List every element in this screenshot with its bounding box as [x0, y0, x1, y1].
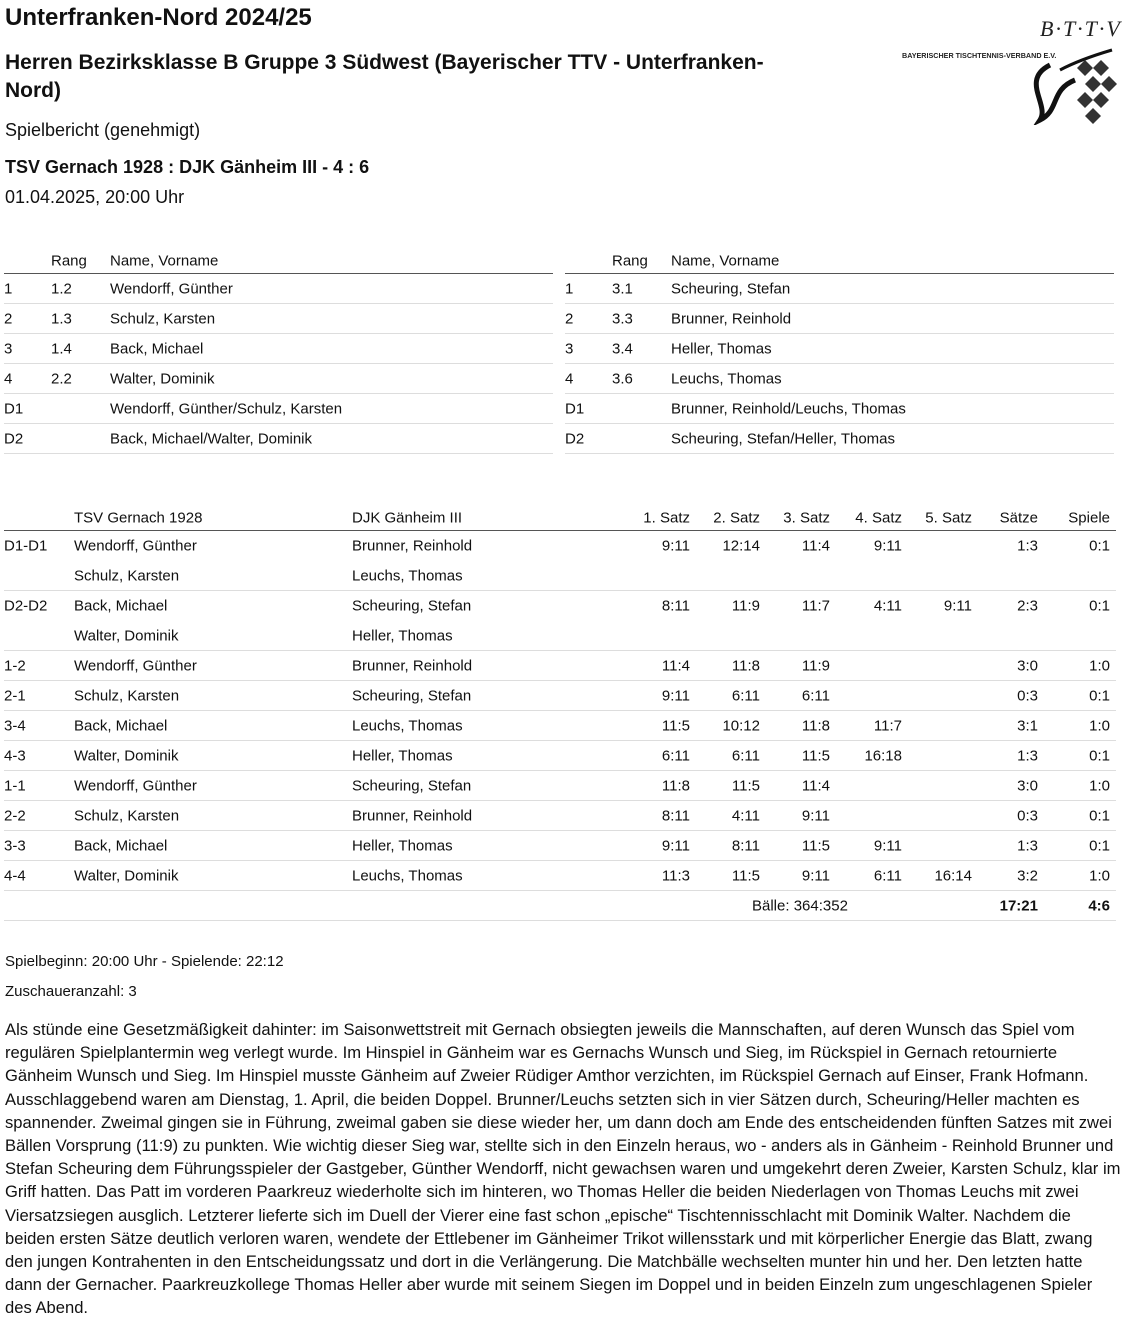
table-row	[4, 681, 1116, 711]
table-row	[4, 651, 1116, 681]
lineup-no: D2	[4, 430, 24, 447]
col-name: Name, Vorname	[110, 252, 219, 269]
set-1-score: 11:4	[661, 657, 690, 674]
spectator-count: Zuschaueranzahl: 3	[5, 983, 137, 1000]
games-result: 0:1	[1089, 837, 1110, 854]
lineup-row	[565, 274, 1114, 304]
match-pairing: 3-4	[4, 717, 26, 734]
set-2-score: 11:5	[731, 777, 760, 794]
col-saetze: Sätze	[999, 509, 1038, 526]
balls-total: Bälle: 364:352	[752, 897, 848, 914]
set-4-score: 11:7	[873, 717, 902, 734]
lineup-no: 1	[4, 280, 13, 297]
guest-player: Brunner, Reinhold	[352, 657, 473, 674]
lineup-row	[4, 334, 553, 364]
lineup-rank: 3.1	[612, 280, 633, 297]
report-status: Spielbericht (genehmigt)	[5, 120, 201, 140]
set-1-score: 11:5	[661, 717, 690, 734]
set-3-score: 11:9	[801, 657, 830, 674]
set-3-score: 9:11	[801, 867, 830, 884]
table-row	[4, 861, 1116, 891]
lineup-player: Leuchs, Thomas	[671, 370, 782, 387]
lineup-no: 2	[4, 310, 13, 327]
set-3-score: 6:11	[801, 687, 830, 704]
match-pairing: 1-1	[4, 777, 26, 794]
lineup-row	[4, 394, 553, 424]
lineup-row	[4, 274, 553, 304]
match-pairing: 1-2	[4, 657, 26, 674]
set-2-score: 12:14	[722, 537, 760, 555]
games-result: 0:1	[1089, 687, 1110, 704]
bttv-logo	[900, 10, 1122, 125]
league-title: Herren Bezirksklasse B Gruppe 3 Südwest (Bayerischer TTV - Unterfranken-Nord)	[5, 51, 764, 102]
lineup-player: Brunner, Reinhold	[671, 310, 792, 327]
lineup-player: Wendorff, Günther/Schulz, Karsten	[110, 400, 343, 417]
guest-player: Leuchs, Thomas	[352, 717, 463, 734]
table-row	[4, 711, 1116, 741]
set-1-score: 11:3	[661, 867, 690, 884]
set-3-score: 11:7	[801, 597, 830, 615]
table-row-partner	[4, 621, 1116, 651]
logo-letters: B·T·T·V	[1040, 16, 1122, 41]
set-2-score: 8:11	[731, 837, 760, 854]
set-4-score: 16:18	[864, 747, 902, 764]
match-pairing: 2-2	[4, 807, 26, 824]
col-set-3: 3. Satz	[783, 509, 830, 526]
home-lineup-header	[4, 248, 553, 274]
col-rank: Rang	[612, 252, 648, 269]
home-player: Schulz, Karsten	[74, 687, 180, 704]
totals-row	[4, 891, 1116, 921]
set-3-score: 9:11	[801, 807, 830, 824]
results-header	[4, 505, 1116, 531]
lineup-rank: 3.3	[612, 310, 633, 327]
games-result: 1:0	[1089, 867, 1110, 884]
col-name: Name, Vorname	[671, 252, 780, 269]
guest-player: Heller, Thomas	[352, 837, 453, 854]
home-player: Back, Michael	[74, 837, 168, 854]
match-pairing: 2-1	[4, 687, 26, 704]
games-result: 0:1	[1089, 597, 1110, 615]
lineup-no: 3	[4, 340, 13, 357]
set-2-score: 6:11	[731, 687, 760, 704]
guest-lineup-header	[565, 248, 1114, 274]
lineup-player: Schulz, Karsten	[110, 310, 216, 327]
home-player: Back, Michael	[74, 717, 168, 734]
col-rank: Rang	[51, 252, 87, 269]
table-row	[4, 591, 1116, 621]
lineup-rank: 1.2	[51, 280, 72, 297]
set-4-score: 6:11	[873, 867, 902, 884]
set-2-score: 10:12	[722, 717, 760, 734]
set-1-score: 9:11	[661, 837, 690, 854]
col-set-5: 5. Satz	[925, 509, 972, 526]
games-result: 0:1	[1089, 807, 1110, 824]
col-set-2: 2. Satz	[713, 509, 760, 526]
games-result: 0:1	[1089, 747, 1110, 764]
table-row	[4, 741, 1116, 771]
set-2-score: 11:9	[731, 597, 760, 615]
set-1-score: 6:11	[661, 747, 690, 764]
lineup-player: Brunner, Reinhold/Leuchs, Thomas	[671, 400, 906, 417]
lineup-no: D2	[565, 430, 585, 447]
match-pairing: D2-D2	[4, 597, 48, 615]
table-row	[4, 531, 1116, 561]
match-datetime: 01.04.2025, 20:00 Uhr	[5, 187, 185, 207]
match-pairing: D1-D1	[4, 537, 48, 555]
lineup-player: Walter, Dominik	[110, 370, 215, 387]
lineup-row	[4, 304, 553, 334]
games-result: 1:0	[1089, 717, 1110, 734]
set-3-score: 11:5	[801, 747, 830, 764]
lineup-row	[565, 394, 1114, 424]
col-spiele: Spiele	[1068, 509, 1110, 526]
home-player: Wendorff, Günther	[74, 657, 197, 674]
match-report-text: Als stünde eine Gesetzmäßigkeit dahinter: im Saisonwettstreit mit Gernach obsiegten jeweils die Mannschaften, auf deren Wunsch das Spiel vom regulären Spielplantermin weg verlegt wurde. Im Hinspiel in Gänheim war es Gernachs Wunsch und Sieg, im Rückspiel in Gernach retournierte Gänheim Wunsch und Sieg. Im Hinspiel musste Gänheim auf Zweier Rüdiger Amthor verzichten, im Rückspiel Gernach auf Einser, Frank Hofmann. Ausschlaggebend waren am Dienstag, 1. April, die beiden Doppel. Brunner/Leuchs setzten sich in vier Sätzen durch, Scheuring/Heller machten es spannender. Zweimal gingen sie in Führung, zweimal gaben sie diese wieder her, um dann doch am Ende des entscheidenden fünften Satzes mit zwei Bällen Vorsprung (11:9) zu punkten. Wie wichtig dieser Sieg war, stellte sich in den Einzeln heraus, wo - anders als in Gänheim - Reinhold Brunner und Stefan Scheuring dem Führungsspieler der Gastgeber, Günther Wendorff, nicht gewachsen waren und umgekehrt deren Zweier, Karsten Schulz, klar im Griff hatten. Das Patt im vorderen Paarkreuz wiederholte sich im hinteren, wo Thomas Heller die beiden Niederlagen von Thomas Leuchs mit zwei Viersatzsiegen ausglich. Letzterer lieferte sich im Duell der Vierer eine fast schon „epische“ Tischtennisschlacht mit Dominik Walter. Nachdem die beiden ersten Sätze deutlich verloren waren, wendete der Ettlebener im Gänheimer Trikot willensstark und mit körperlicher Energie das Blatt, zwang den jungen Kontrahenten in den Entscheidungssatz und dort in die Verlängerung. Die Matchbälle wechselten munter hin und her. Den letzten hatte dann der Gernacher. Paarkreuzkollege Thomas Heller aber wurde mit seinem Siegen im Doppel und in beiden Einzeln zum ungeschlagenen Spieler des Abend.	[5, 1020, 1121, 1318]
col-set-1: 1. Satz	[643, 509, 690, 526]
lineup-row	[565, 364, 1114, 394]
sets-total: 17:21	[999, 897, 1038, 914]
lineup-row	[565, 304, 1114, 334]
set-2-score: 11:5	[731, 867, 760, 884]
set-4-score: 9:11	[873, 837, 902, 854]
lineup-no: 2	[565, 310, 574, 327]
home-player: Schulz, Karsten	[74, 807, 180, 824]
lineup-rank: 3.6	[612, 370, 633, 387]
table-row	[4, 771, 1116, 801]
home-player: Wendorff, Günther	[74, 537, 197, 555]
set-4-score: 4:11	[873, 597, 902, 615]
guest-player: Leuchs, Thomas	[352, 867, 463, 884]
match-pairing: 4-4	[4, 867, 26, 884]
set-3-score: 11:4	[801, 537, 830, 555]
sets-result: 3:1	[1017, 717, 1038, 734]
col-home-team: TSV Gernach 1928	[74, 509, 203, 526]
home-partner: Schulz, Karsten	[74, 567, 180, 584]
sets-result: 3:0	[1017, 657, 1038, 674]
set-2-score: 4:11	[731, 807, 760, 824]
set-1-score: 8:11	[661, 597, 690, 615]
table-row	[4, 831, 1116, 861]
set-2-score: 11:8	[731, 657, 760, 674]
set-3-score: 11:8	[801, 717, 830, 734]
guest-player: Brunner, Reinhold	[352, 807, 473, 824]
set-3-score: 11:4	[801, 777, 830, 794]
guest-player: Brunner, Reinhold	[352, 537, 473, 555]
lineup-no: 1	[565, 280, 574, 297]
lineup-player: Back, Michael/Walter, Dominik	[110, 430, 313, 447]
sets-result: 1:3	[1017, 837, 1038, 854]
match-times: Spielbeginn: 20:00 Uhr - Spielende: 22:12	[5, 953, 284, 970]
sets-result: 0:3	[1017, 687, 1038, 704]
table-row-partner	[4, 561, 1116, 591]
lineup-player: Wendorff, Günther	[110, 280, 233, 297]
guest-player: Scheuring, Stefan	[352, 687, 472, 704]
lineup-row	[4, 364, 553, 394]
set-5-score: 9:11	[943, 597, 972, 615]
sets-result: 3:2	[1017, 867, 1038, 884]
guest-player: Scheuring, Stefan	[352, 777, 472, 794]
table-row	[4, 801, 1116, 831]
home-player: Walter, Dominik	[74, 867, 179, 884]
guest-partner: Heller, Thomas	[352, 627, 453, 644]
lineup-rank: 1.3	[51, 310, 72, 327]
set-1-score: 9:11	[661, 687, 690, 704]
lineup-rank: 2.2	[51, 370, 72, 387]
games-total: 4:6	[1088, 897, 1110, 914]
home-partner: Walter, Dominik	[74, 627, 179, 644]
lineup-no: 4	[4, 370, 13, 387]
col-guest-team: DJK Gänheim III	[352, 509, 463, 526]
lineup-rank: 1.4	[51, 340, 72, 357]
lineup-no: 3	[565, 340, 574, 357]
home-player: Back, Michael	[74, 597, 168, 615]
lineup-rank: 3.4	[612, 340, 633, 357]
logo-org-name: BAYERISCHER TISCHTENNIS-VERBAND E.V.	[902, 51, 1057, 60]
match-title: TSV Gernach 1928 : DJK Gänheim III - 4 : 6	[5, 157, 370, 177]
match-pairing: 3-3	[4, 837, 26, 854]
lineup-no: D1	[565, 400, 585, 417]
set-4-score: 9:11	[873, 537, 902, 555]
guest-player: Heller, Thomas	[352, 747, 453, 764]
season-title: Unterfranken-Nord 2024/25	[5, 4, 312, 31]
guest-partner: Leuchs, Thomas	[352, 567, 463, 584]
lineup-row	[565, 334, 1114, 364]
set-2-score: 6:11	[731, 747, 760, 764]
sets-result: 1:3	[1017, 747, 1038, 764]
set-1-score: 9:11	[661, 537, 690, 555]
lineup-player: Scheuring, Stefan	[671, 280, 791, 297]
results-table	[4, 505, 1116, 921]
set-1-score: 11:8	[661, 777, 690, 794]
guest-player: Scheuring, Stefan	[352, 597, 472, 615]
sets-result: 2:3	[1017, 597, 1038, 615]
lineup-row	[4, 424, 553, 454]
set-3-score: 11:5	[801, 837, 830, 854]
sets-result: 0:3	[1017, 807, 1038, 824]
games-result: 1:0	[1089, 777, 1110, 794]
lineup-no: 4	[565, 370, 574, 387]
home-player: Wendorff, Günther	[74, 777, 197, 794]
set-5-score: 16:14	[934, 867, 972, 884]
lineup-no: D1	[4, 400, 24, 417]
home-lineup-table	[4, 248, 553, 454]
sets-result: 1:3	[1017, 537, 1038, 555]
lineup-row	[565, 424, 1114, 454]
lineup-player: Back, Michael	[110, 340, 204, 357]
col-set-4: 4. Satz	[855, 509, 902, 526]
games-result: 1:0	[1089, 657, 1110, 674]
match-pairing: 4-3	[4, 747, 26, 764]
home-player: Walter, Dominik	[74, 747, 179, 764]
guest-lineup-table	[565, 248, 1114, 454]
games-result: 0:1	[1089, 537, 1110, 555]
set-1-score: 8:11	[661, 807, 690, 824]
lineup-player: Heller, Thomas	[671, 340, 772, 357]
sets-result: 3:0	[1017, 777, 1038, 794]
lineup-player: Scheuring, Stefan/Heller, Thomas	[671, 430, 896, 447]
